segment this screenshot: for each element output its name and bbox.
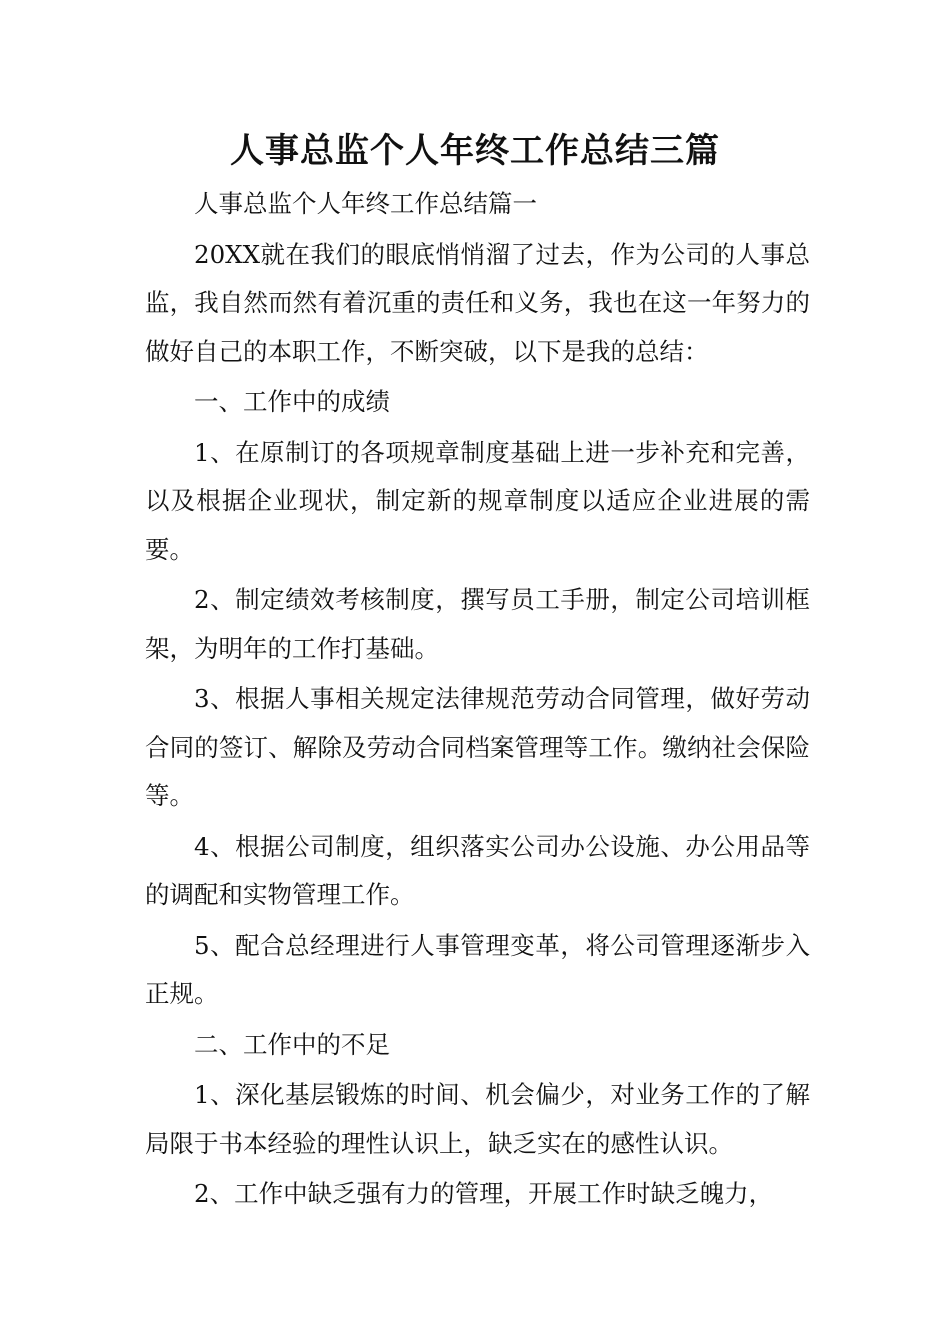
shortcoming-item-2: 2、工作中缺乏强有力的管理，开展工作时缺乏魄力， (194, 1179, 774, 1208)
section-heading-achievements: 一、工作中的成绩 (194, 387, 390, 416)
achievement-item-2: 2、制定绩效考核制度，撰写员工手册，制定公司培训框架，为明年的工作打基础。 (145, 585, 810, 663)
achievement-item-5: 5、配合总经理进行人事管理变革，将公司管理逐渐步入正规。 (145, 930, 810, 1008)
document-body (145, 180, 810, 1221)
achievement-item-1: 1、在原制订的各项规章制度基础上进一步补充和完善，以及根据企业现状，制定新的规章制度以适应企业进展的需要。 (145, 437, 810, 564)
section-heading-part-one: 人事总监个人年终工作总结篇一 (194, 189, 537, 218)
achievement-item-4: 4、根据公司制度，组织落实公司办公设施、办公用品等的调配和实物管理工作。 (145, 831, 810, 909)
section-heading-shortcomings: 二、工作中的不足 (194, 1029, 390, 1059)
achievement-item-3: 3、根据人事相关规定法律规范劳动合同管理，做好劳动合同的签订、解除及劳动合同档案管理等工作。缴纳社会保险等。 (145, 684, 810, 810)
shortcoming-item-1: 1、深化基层锻炼的时间、机会偏少，对业务工作的了解局限于书本经验的理性认识上，缺乏实在的感性认识。 (145, 1080, 810, 1158)
document-title: 人事总监个人年终工作总结三篇 (230, 131, 720, 171)
intro-paragraph: 20XX就在我们的眼底悄悄溜了过去，作为公司的人事总监，我自然而然有着沉重的责任和义务，我也在这一年努力的做好自己的本职工作，不断突破，以下是我的总结： (145, 239, 810, 366)
